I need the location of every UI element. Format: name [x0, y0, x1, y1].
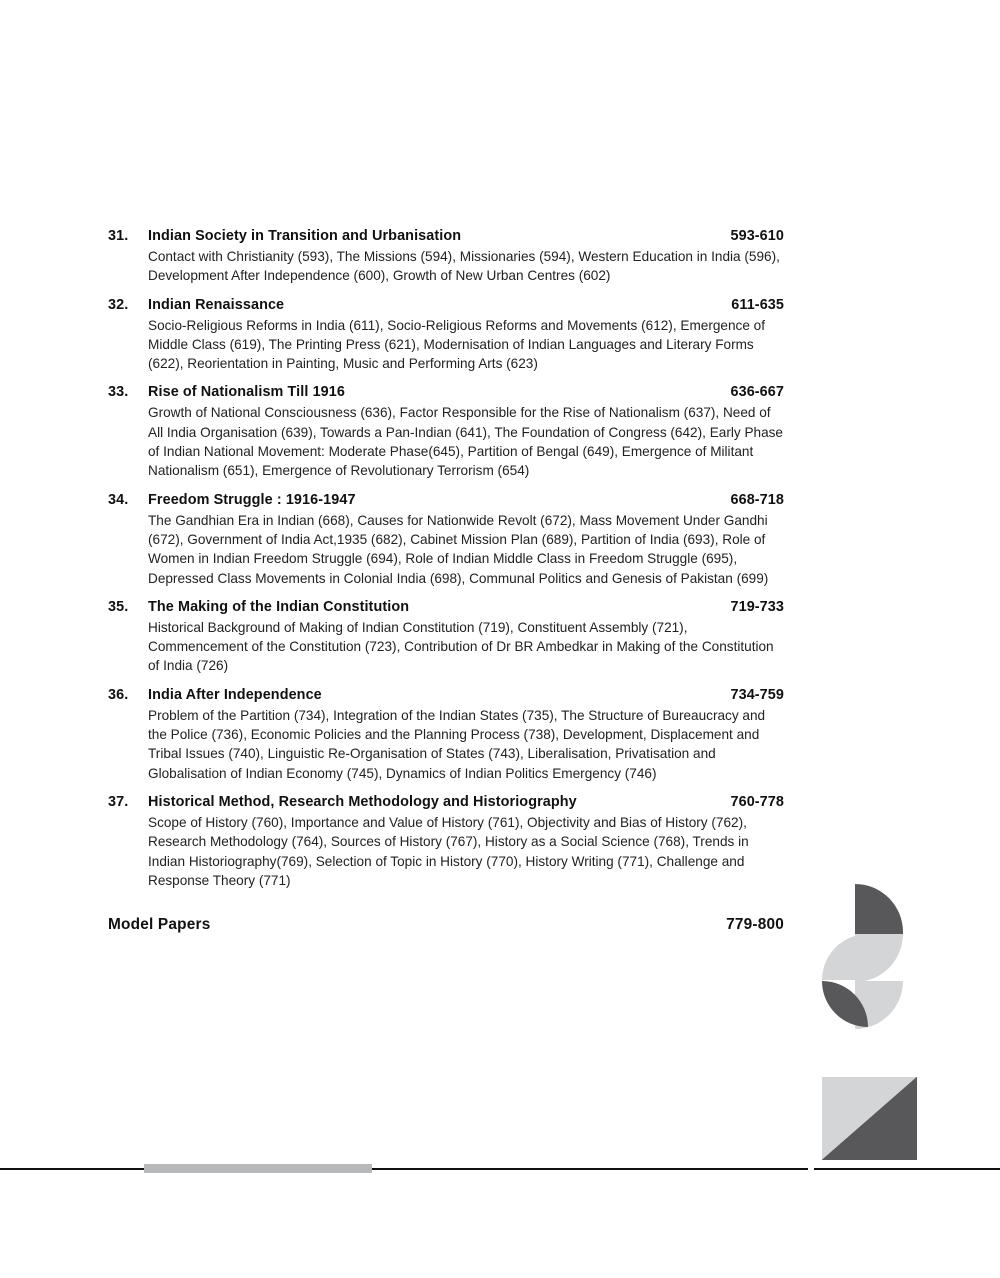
toc-entry-topics: Scope of History (760), Importance and Value of History (761), Objectivity and Bias of History (762), Research Methodology (764), Sources of History (767), History as a Social Science (768), Trends in Indian Historiography(769), Selection of Topic in History (770), History Writing (771), Challenge and Response Theory (771) — [148, 814, 749, 888]
toc-entry-header — [108, 384, 784, 400]
decor-shape-light-leaf — [855, 934, 903, 982]
toc-entry-topics: Growth of National Consciousness (636), Factor Responsible for the Rise of Nationalism (637), Need of All India Organisation (639), Towards a Pan-Indian (641), The Foundation of Congress (642), Early Phase of Indian National Movement: Moderate Phase(645), Partition of Bengal (649), Emergence of Militant Nationalism (651), Emergence of Revolutionary Terrorism (654) — [148, 405, 783, 479]
toc-entry-title: Rise of Nationalism Till 1916 — [148, 384, 345, 401]
toc-entry-pages: 636-667 — [730, 384, 784, 401]
decor-shape-base-diagonal — [822, 1077, 917, 1160]
footer-rule — [0, 1164, 1000, 1174]
toc-entry-topics: Problem of the Partition (734), Integration of the Indian States (735), The Structure of Bureaucracy and the Police (736), Economic Policies and the Planning Process (738), Development, Displacement and Tribal Issues (740), Linguistic Re-Organisation of States (743), Liberalisation, Privatisation and Globalisation of Indian Economy (745), Dynamics of Indian Politics Emergency (746) — [148, 707, 766, 781]
toc-entry-number: 32. — [108, 296, 129, 313]
toc-entry-header — [108, 297, 784, 313]
decorative-logo-graphic — [808, 884, 918, 1166]
toc-entry-number: 31. — [108, 228, 129, 244]
decor-shape-dark-quarter — [855, 884, 903, 934]
toc-entry — [108, 228, 784, 286]
toc-entry-title: Indian Society in Transition and Urbanisation — [148, 228, 462, 244]
toc-entry-number: 34. — [108, 491, 129, 508]
toc-entry-header — [108, 599, 784, 615]
toc-entry-header — [108, 228, 784, 244]
toc-entry-pages: 668-718 — [730, 491, 784, 508]
toc-entry-header — [108, 687, 784, 703]
toc-entry-pages: 719-733 — [730, 598, 784, 615]
toc-entry — [108, 492, 784, 588]
toc-entry-pages: 593-610 — [730, 228, 784, 244]
toc-entry — [108, 687, 784, 783]
toc-entry-topics: Contact with Christianity (593), The Missions (594), Missionaries (594), Western Education in India (596), Development After Independence (600), Growth of New Urban Centres (602) — [148, 249, 780, 284]
toc-entry-title: Indian Renaissance — [148, 296, 285, 313]
toc-entry-number: 35. — [108, 598, 129, 615]
toc-entry-header — [108, 492, 784, 508]
toc-entry-topics: Historical Background of Making of Indian Constitution (719), Constituent Assembly (721), Commencement of the Constitution (723), Contribution of Dr BR Ambedkar in Making of the Constitution of India (726) — [148, 619, 774, 674]
footer-rule-accent-bar — [144, 1164, 372, 1173]
toc-entry-topics: The Gandhian Era in Indian (668), Causes for Nationwide Revolt (672), Mass Movement Under Gandhi (672), Government of India Act,1935 (682), Cabinet Mission Plan (689), Partition of India (693), Role of Women in Indian Freedom Struggle (694), Role of Indian Middle Class in Freedom Struggle (695), Depressed Class Movements in Colonial India (698), Communal Politics and Genesis of Pakistan (699) — [148, 512, 769, 586]
toc-entry-pages: 760-778 — [730, 793, 784, 810]
toc-entry — [108, 297, 784, 374]
model-papers-entry — [108, 916, 784, 934]
toc-entry-pages: 734-759 — [730, 686, 784, 703]
toc-entry-number: 33. — [108, 384, 129, 401]
toc-entry-number: 36. — [108, 686, 129, 703]
toc-entry-title: Freedom Struggle : 1916-1947 — [148, 491, 356, 508]
footer-rule-gap — [808, 1164, 814, 1173]
table-of-contents — [108, 228, 784, 934]
model-papers-pages: 779-800 — [726, 916, 784, 934]
model-papers-title: Model Papers — [108, 916, 211, 934]
toc-entry-title: The Making of the Indian Constitution — [148, 598, 410, 615]
toc-entry-pages: 611-635 — [731, 296, 784, 313]
toc-entry — [108, 384, 784, 480]
toc-entry-header — [108, 794, 784, 810]
toc-entry-title: Historical Method, Research Methodology and Historiography — [148, 793, 577, 810]
toc-entry-topics: Socio-Religious Reforms in India (611), Socio-Religious Reforms and Movements (612), Emergence of Middle Class (619), The Printing Press (621), Modernisation of Indian Languages and Literary Forms (622), Reorientation in Painting, Music and Performing Arts (623) — [148, 317, 766, 372]
toc-entry-number: 37. — [108, 793, 129, 810]
toc-entry-title: India After Independence — [148, 686, 322, 703]
toc-entry — [108, 599, 784, 676]
toc-entry — [108, 794, 784, 890]
